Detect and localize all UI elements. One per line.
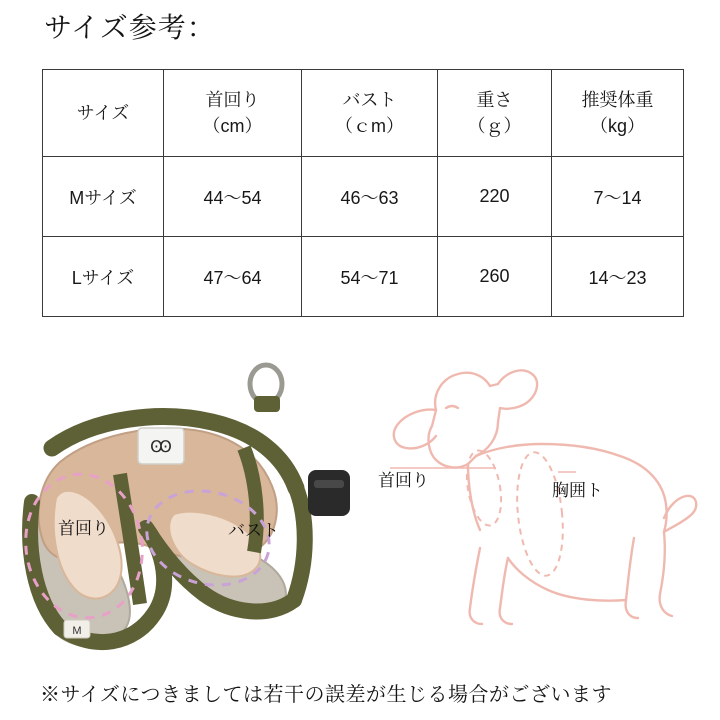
strap-right-edge bbox=[294, 488, 305, 600]
dog-front-leg-near bbox=[500, 558, 512, 624]
dog-belly bbox=[508, 558, 626, 601]
table-header-cell-weight bbox=[438, 70, 552, 157]
header-line1: サイズ bbox=[76, 102, 130, 123]
cell-recommended-weight: 14～23 bbox=[552, 237, 684, 317]
harness-product-photo bbox=[8, 352, 360, 664]
cell-size: Mサイズ bbox=[43, 157, 164, 237]
diagram-bust-guide bbox=[512, 450, 569, 578]
dog-front-leg-far bbox=[470, 548, 482, 624]
cell-bust: 54～71 bbox=[302, 237, 438, 317]
photo-label-bust: バスト bbox=[228, 521, 279, 540]
dog-rear-leg-near bbox=[626, 538, 638, 618]
cell-weight: 220 bbox=[438, 157, 552, 237]
table-header-cell-recommended-weight bbox=[552, 70, 684, 157]
dog-measure-diagram bbox=[372, 352, 716, 652]
header-line2: （ｃm） bbox=[335, 116, 404, 136]
table-header-row bbox=[43, 70, 684, 157]
size-tag-text: M bbox=[72, 625, 82, 637]
table-header-cell-neck bbox=[164, 70, 302, 157]
cell-size: Lサイズ bbox=[43, 237, 164, 317]
cell-neck: 47～64 bbox=[164, 237, 302, 317]
dog-eye bbox=[446, 406, 458, 408]
table-header-cell-bust bbox=[302, 70, 438, 157]
header-line2: （cm） bbox=[202, 116, 263, 136]
size-table bbox=[42, 69, 684, 317]
cell-weight: 260 bbox=[438, 237, 552, 317]
cell-recommended-weight: 7～14 bbox=[552, 157, 684, 237]
header-line1: 首回り bbox=[205, 89, 260, 110]
cell-bust: 46～63 bbox=[302, 157, 438, 237]
page-title: サイズ参考： bbox=[44, 12, 216, 43]
diagram-label-neck: 首回り bbox=[378, 471, 429, 490]
dog-rear-leg-far bbox=[660, 532, 672, 616]
table-header-cell-size bbox=[43, 70, 164, 157]
header-line2: （ｇ） bbox=[467, 116, 522, 136]
buckle-icon bbox=[308, 470, 350, 516]
dog-tail bbox=[664, 496, 696, 532]
size-tag bbox=[64, 620, 90, 638]
table-row bbox=[43, 237, 684, 317]
header-line2: （kg） bbox=[589, 116, 645, 136]
table-row bbox=[43, 157, 684, 237]
diagram-neck-guide bbox=[462, 448, 507, 528]
header-line1: 推奨体重 bbox=[581, 89, 654, 110]
header-line1: 重さ bbox=[476, 89, 513, 110]
header-line1: バスト bbox=[342, 89, 397, 110]
brand-patch-text: Ꙭ bbox=[150, 439, 172, 456]
diagram-label-bust: 胸囲ト bbox=[552, 481, 603, 500]
harness-illustration bbox=[8, 352, 360, 664]
brand-patch bbox=[138, 428, 184, 464]
d-ring-mount bbox=[254, 396, 280, 412]
dog-outline-illustration bbox=[372, 352, 716, 652]
photo-label-neck: 首回り bbox=[58, 519, 109, 538]
cell-neck: 44～54 bbox=[164, 157, 302, 237]
disclaimer-note: ※サイズにつきましては若干の誤差が生じる場合がございます bbox=[40, 684, 612, 706]
